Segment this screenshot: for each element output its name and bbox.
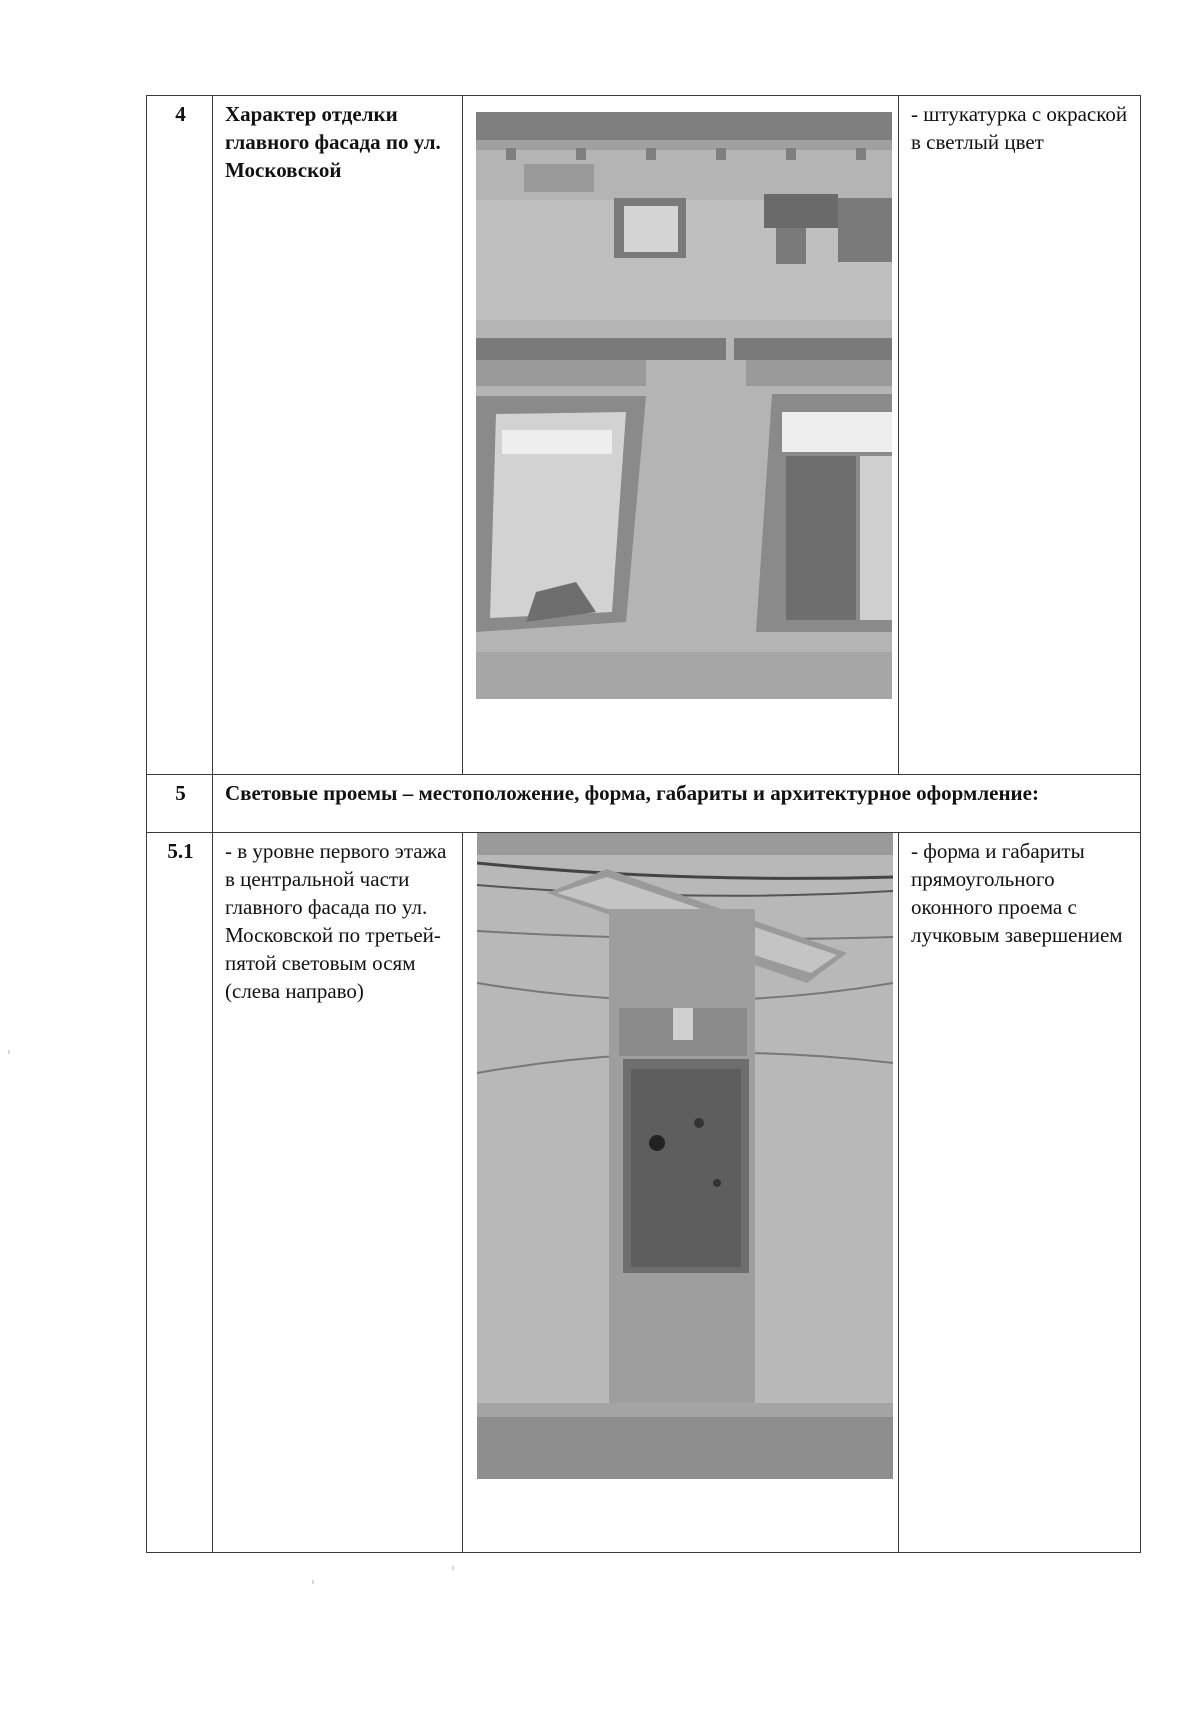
facade-photo-icon bbox=[476, 112, 892, 699]
feature-name: Характер отделки главного фасада по ул. Московской bbox=[213, 96, 463, 775]
facade-photo bbox=[476, 112, 892, 699]
scan-speck bbox=[8, 1050, 10, 1054]
scan-speck bbox=[312, 1580, 314, 1584]
facade-photo-cell bbox=[463, 96, 899, 775]
feature-name: - в уровне первого этажа в центральной части главного фасада по ул. Московской по третьей-пятой световым осям (слева направо) bbox=[213, 833, 463, 1553]
features-table bbox=[146, 95, 1141, 1553]
window-photo-cell bbox=[463, 833, 899, 1553]
row-number: 5.1 bbox=[147, 833, 213, 1553]
table-row bbox=[147, 96, 1141, 775]
window-photo-icon bbox=[477, 833, 893, 1479]
table-row bbox=[147, 775, 1141, 833]
section-header: Световые проемы – местоположение, форма, габариты и архитектурное оформление: bbox=[213, 775, 1141, 833]
feature-description: - штукатурка с окраской в светлый цвет bbox=[899, 96, 1141, 775]
row-number: 4 bbox=[147, 96, 213, 775]
window-photo bbox=[477, 833, 893, 1479]
table-row bbox=[147, 833, 1141, 1553]
row-number: 5 bbox=[147, 775, 213, 833]
feature-description: - форма и габариты прямоугольного оконного проема с лучковым завершением bbox=[899, 833, 1141, 1553]
scan-speck bbox=[452, 1566, 454, 1570]
